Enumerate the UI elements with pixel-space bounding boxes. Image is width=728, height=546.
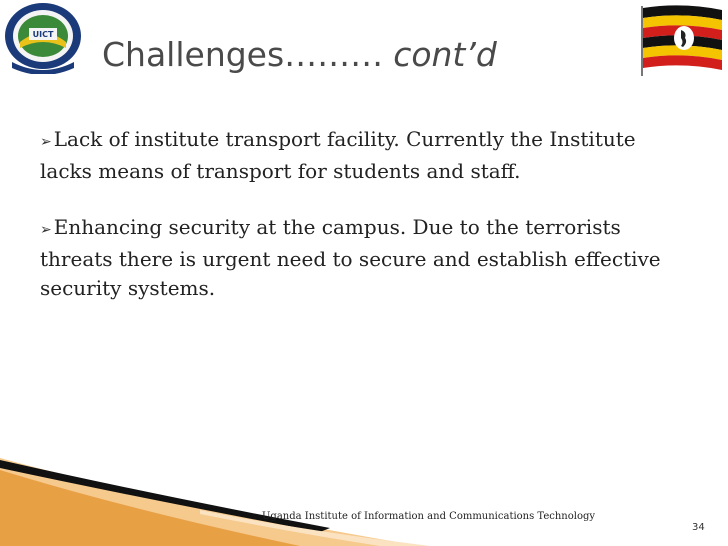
footer-text: Uganda Institute of Information and Communications Technology [262,511,596,522]
title-main: Challenges……… [102,35,384,74]
bullet-item [40,125,680,186]
institute-seal-logo [2,2,84,74]
decorative-swoosh [0,440,728,546]
page-number: 34 [692,522,705,533]
bullet-item [40,213,680,303]
bullet-text: Lack of institute transport facility. Currently the Institute lacks means of transport for students and staff. [40,127,636,183]
arrow-bullet-icon: ➢ [40,222,52,238]
title-suffix: cont’d [393,35,497,74]
uganda-flag-icon [640,2,724,76]
arrow-bullet-icon: ➢ [40,134,52,150]
bullet-text: Enhancing security at the campus. Due to the terrorists threats there is urgent need to secure and establish effective security systems. [40,215,661,300]
bullet-list [40,125,680,330]
slide-title [102,30,497,80]
svg-text:UICT: UICT [32,30,54,39]
